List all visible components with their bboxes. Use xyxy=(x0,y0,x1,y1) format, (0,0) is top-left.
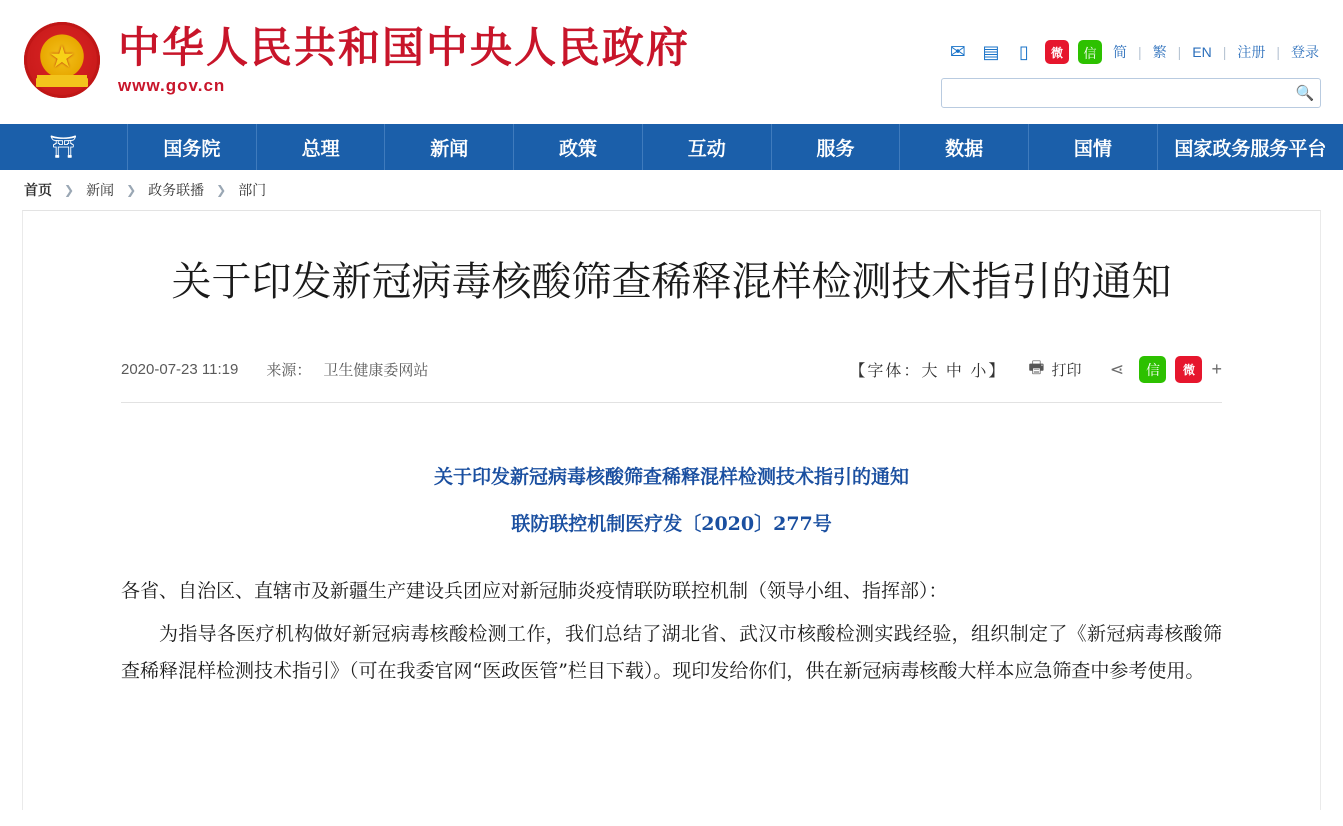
font-size-label-end: 】 xyxy=(988,363,1007,380)
font-size-small[interactable]: 小 xyxy=(970,363,989,380)
search-input[interactable] xyxy=(942,80,1290,106)
nav-item-zongli[interactable]: 总理 xyxy=(257,124,386,170)
national-emblem-icon xyxy=(24,22,100,98)
weibo-share-icon[interactable]: 微 xyxy=(1175,356,1202,383)
register-link[interactable]: 注册 xyxy=(1237,44,1266,60)
article xyxy=(23,211,1320,716)
paragraph-addressee: 各省、自治区、直辖市及新疆生产建设兵团应对新冠肺炎疫情联防联控机制（领导小组、指挥部）： xyxy=(121,580,948,603)
breadcrumb xyxy=(0,170,1343,210)
login-link[interactable]: 登录 xyxy=(1291,44,1319,60)
mobile-icon[interactable]: ▯ xyxy=(1019,41,1029,62)
breadcrumb-item-home[interactable]: 首页 xyxy=(24,182,52,198)
gate-home-icon: ⛩ xyxy=(49,134,78,159)
document-number: 联防联控机制医疗发〔2020〕277号 xyxy=(511,513,832,536)
nav-item-zhengce[interactable]: 政策 xyxy=(514,124,643,170)
article-container xyxy=(22,210,1321,810)
print-label: 打印 xyxy=(1051,362,1082,379)
paragraph-body-1: 为指导各医疗机构做好新冠病毒核酸检测工作，我们总结了湖北省、武汉市核酸检测实践经验，组织制定了《新冠病毒核酸筛查稀释混样检测技术指引》（可在我委官网“医政医管”栏目下载）。现印发给你们，供在新冠病毒核酸大样本应急筛查中参考使用。 xyxy=(121,623,1222,683)
lang-english-link[interactable]: EN xyxy=(1192,44,1212,60)
article-body xyxy=(121,403,1222,690)
article-meta-right xyxy=(849,355,1222,384)
nav-item-government-service-platform[interactable]: 国家政务服务平台 xyxy=(1174,138,1327,160)
divider: | xyxy=(1222,44,1227,60)
site-url: www.gov.cn xyxy=(118,76,226,96)
chevron-right-icon: ❯ xyxy=(216,183,227,197)
article-meta xyxy=(121,355,1222,403)
font-size-control xyxy=(849,358,1006,381)
document-title: 关于印发新冠病毒核酸筛查稀释混样检测技术指引的通知 xyxy=(433,466,909,488)
source-label: 来源： xyxy=(266,362,312,379)
breadcrumb-item-department[interactable]: 部门 xyxy=(238,182,267,198)
divider: | xyxy=(1276,44,1280,60)
lang-traditional-link[interactable]: 繁 xyxy=(1152,44,1167,60)
font-size-label: 【字体： xyxy=(849,363,922,380)
divider: | xyxy=(1177,44,1182,60)
weibo-icon[interactable]: 微 xyxy=(1045,40,1069,64)
search-icon[interactable]: 🔍 xyxy=(1290,79,1320,107)
nav-item-shuju[interactable]: 数据 xyxy=(900,124,1029,170)
utility-bar xyxy=(946,40,1321,64)
divider: | xyxy=(1137,44,1142,60)
site-title: 中华人民共和国中央人民政府 xyxy=(118,22,691,72)
breadcrumb-item-government-broadcast[interactable]: 政务联播 xyxy=(148,182,205,198)
article-source xyxy=(266,359,428,380)
printer-icon: 🖶 xyxy=(1028,358,1045,377)
search-bar[interactable] xyxy=(941,78,1321,108)
nav-item-fuwu[interactable]: 服务 xyxy=(772,124,901,170)
nav-item-guowuyuan[interactable]: 国务院 xyxy=(128,124,257,170)
publish-date: 2020-07-23 11:19 xyxy=(121,361,239,378)
wechat-icon[interactable]: 信 xyxy=(1078,40,1102,64)
more-share-icon[interactable]: + xyxy=(1211,359,1222,379)
main-navigation xyxy=(0,124,1343,170)
print-button[interactable] xyxy=(1028,355,1081,384)
article-meta-left xyxy=(121,359,428,380)
font-size-large[interactable]: 大 xyxy=(921,363,940,380)
wechat-share-icon[interactable]: 信 xyxy=(1139,356,1166,383)
share-row xyxy=(1103,356,1222,383)
chevron-right-icon: ❯ xyxy=(64,183,75,197)
nav-item-hudong[interactable]: 互动 xyxy=(643,124,772,170)
nav-item-guoqing[interactable]: 国情 xyxy=(1029,124,1158,170)
nav-item-xinwen[interactable]: 新闻 xyxy=(385,124,514,170)
page-title: 关于印发新冠病毒核酸筛查稀释混样检测技术指引的通知 xyxy=(171,259,1172,305)
share-icon[interactable]: ⋖ xyxy=(1109,359,1125,379)
chevron-right-icon: ❯ xyxy=(126,183,137,197)
gov-service-icon[interactable]: ▤ xyxy=(982,41,1000,62)
font-size-medium[interactable]: 中 xyxy=(945,363,964,380)
breadcrumb-item-news[interactable]: 新闻 xyxy=(86,182,115,198)
nav-home[interactable] xyxy=(0,124,128,170)
source-value: 卫生健康委网站 xyxy=(323,362,429,379)
mail-icon[interactable]: ✉ xyxy=(950,41,966,63)
lang-simplified-link[interactable]: 简 xyxy=(1112,44,1127,60)
site-brand[interactable] xyxy=(24,22,690,98)
brand-text xyxy=(118,24,690,96)
site-header xyxy=(0,0,1343,124)
